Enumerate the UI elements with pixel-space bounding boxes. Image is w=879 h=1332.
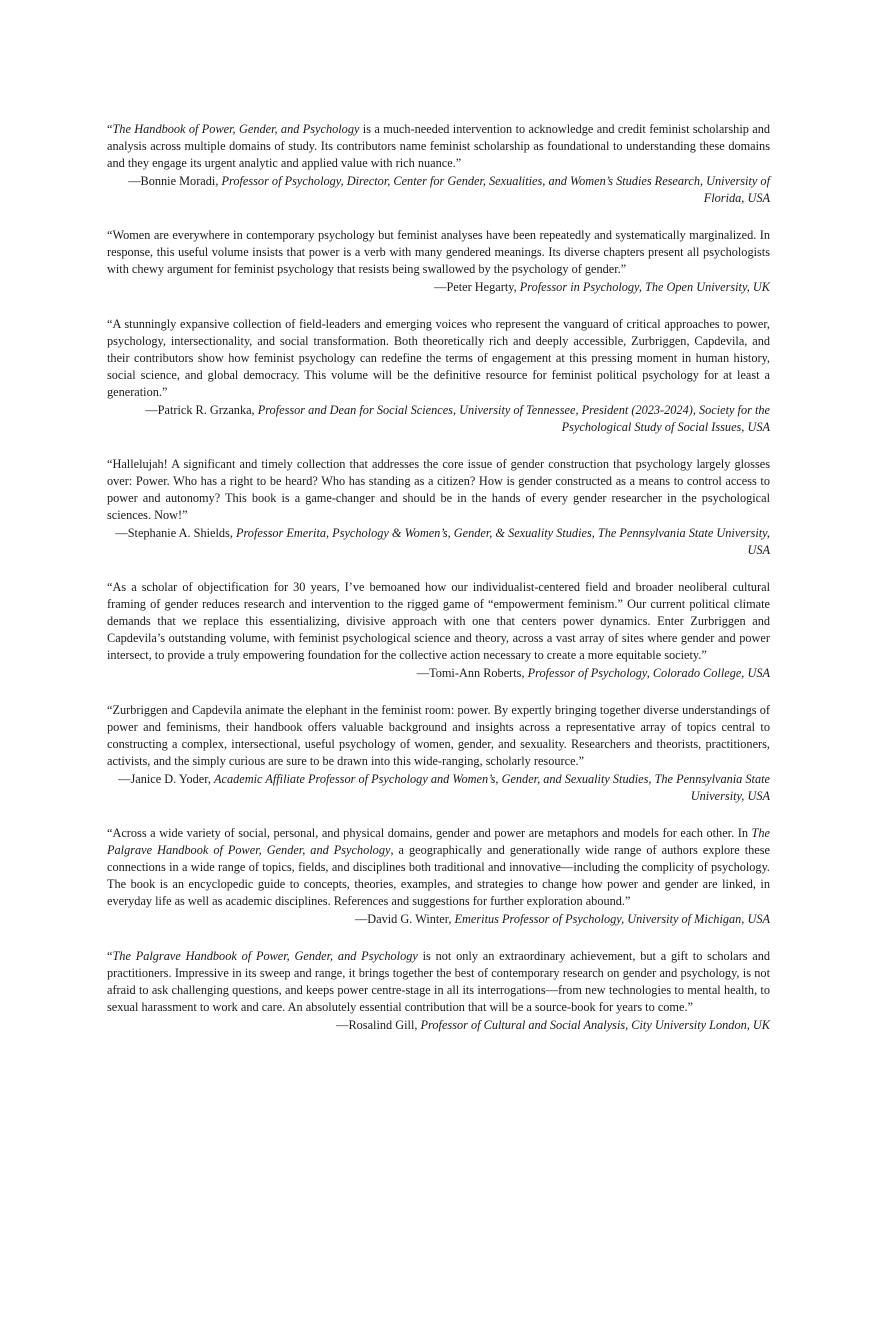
quote-text: is a much-needed intervention to acknowledge and credit feminist scholarship and analysis across multiple domains of study. Its contributors name feminist scholarship as foundational to understanding these domains and they engage its urgent analytic and applied value with rich nuance.” <box>107 122 770 170</box>
endorsement-quote: “A stunningly expansive collection of field-leaders and emerging voices who represent the vanguard of critical approaches to power, psychology, intersectionality, and social transformation. Both theoretically rich and deeply accessible, Zurbriggen, Capdevila, and their contributors show how feminist psychology can redefine the terms of engagement at this pressing moment in human history, social science, and global democracy. This volume will be the definitive resource for feminist political psychology for at least a generation.” <box>107 317 770 399</box>
endorsement-attribution <box>107 173 770 207</box>
endorser-name: —Bonnie Moradi, <box>128 174 219 188</box>
endorsement-grzanka <box>107 316 770 436</box>
endorsement-attribution <box>107 771 770 805</box>
endorser-name: —David G. Winter, <box>354 912 452 926</box>
endorser-name: —Rosalind Gill, <box>336 1018 418 1032</box>
quote-text: is not only an extraordinary achievement, but a gift to scholars and practitioners. Impressive in its sweep and range, it brings together the best of contemporary research on gender and psychology, is not afraid to ask challenging questions, and keeps power centre-stage in all its interrogations—from new technologies to mental health, to sexual harassment to work and care. An absolutely essential contribution that will be a source-book for years to come.” <box>107 949 770 1014</box>
quote-text: , a geographically and generationally wide range of authors explore these connections in a wide range of topics, fields, and disciplines both traditional and innovative—including the complicity of psychology. The book is an encyclopedic guide to concepts, theories, examples, and strategies to change how power and gender are linked, in everyday life as well as academic disciplines. References and suggestions for further exploration abound.” <box>107 843 770 908</box>
endorser-name: —Tomi-Ann Roberts, <box>416 666 525 680</box>
endorsement-gill <box>107 948 770 1034</box>
endorser-affiliation: Professor Emerita, Psychology & Women’s, Gender, & Sexuality Studies, The Pennsylvania State University, USA <box>235 526 770 557</box>
endorser-affiliation: Emeritus Professor of Psychology, University of Michigan, USA <box>454 912 770 926</box>
endorsement-attribution <box>107 279 770 296</box>
endorsement-roberts <box>107 579 770 682</box>
endorsement-quote <box>107 948 770 1016</box>
endorsement-attribution <box>107 525 770 559</box>
endorsement-shields <box>107 456 770 559</box>
endorser-name: —Janice D. Yoder, <box>118 772 211 786</box>
endorser-affiliation: Professor of Cultural and Social Analysis, City University London, UK <box>420 1018 770 1032</box>
quote-open: “ <box>107 122 113 136</box>
endorsement-attribution <box>107 402 770 436</box>
endorsement-moradi <box>107 121 770 207</box>
endorsement-attribution <box>107 911 770 928</box>
book-title: The Palgrave Handbook of Power, Gender, and Psychology <box>107 826 770 857</box>
endorser-affiliation: Professor in Psychology, The Open University, UK <box>519 280 770 294</box>
endorsement-hegarty <box>107 227 770 296</box>
book-title: The Handbook of Power, Gender, and Psychology <box>112 122 360 136</box>
endorsements-page <box>107 121 770 1054</box>
endorsement-yoder <box>107 702 770 805</box>
quote-text: “Across a wide variety of social, personal, and physical domains, gender and power are metaphors and models for each other. In <box>107 826 752 840</box>
endorsement-quote <box>107 121 770 172</box>
endorsement-quote: “As a scholar of objectification for 30 years, I’ve bemoaned how our individualist-centered field and broader neoliberal cultural framing of gender reduces research and intervention to the rigged game of “empowerment feminism.” Our current political climate demands that we replace this essentializing, divisive approach with one that centers power dynamics. Enter Zurbriggen and Capdevila’s outstanding volume, with feminist psychological science and theory, across a vast array of sites where gender and power intersect, to provide a truly empowering foundation for the collective action necessary to create a more equitable society.” <box>107 580 770 662</box>
book-title: The Palgrave Handbook of Power, Gender, and Psychology <box>112 949 418 963</box>
endorsement-attribution <box>107 665 770 682</box>
endorser-affiliation: Professor of Psychology, Colorado College, USA <box>527 666 770 680</box>
endorsement-quote: “Hallelujah! A significant and timely collection that addresses the core issue of gender construction that psychology largely glosses over: Power. Who has a right to be heard? Who has standing as a citizen? How is gender constructed as a means to control access to power and autonomy? This book is a game-changer and should be in the hands of every gender researcher in the psychological sciences. Now!” <box>107 457 770 522</box>
endorser-name: —Peter Hegarty, <box>434 280 517 294</box>
endorsement-winter <box>107 825 770 928</box>
endorser-affiliation: Professor of Psychology, Director, Center for Gender, Sexualities, and Women’s Studies Research, University of Florida, USA <box>221 174 770 205</box>
endorsement-attribution <box>107 1017 770 1034</box>
endorser-affiliation: Professor and Dean for Social Sciences, University of Tennessee, President (2023-2024), Society for the Psychological Study of Social Issues, USA <box>257 403 770 434</box>
endorser-affiliation: Academic Affiliate Professor of Psychology and Women’s, Gender, and Sexuality Studies, The Pennsylvania State University, USA <box>214 772 770 803</box>
endorsement-quote: “Women are everywhere in contemporary psychology but feminist analyses have been repeatedly and systematically marginalized. In response, this useful volume insists that power is a verb with many gendered meanings. Its diverse chapters present all psychologists with chewy argument for feminist psychology that resists being swallowed by the psychology of gender.” <box>107 228 770 276</box>
endorsement-quote <box>107 825 770 910</box>
endorser-name: —Stephanie A. Shields, <box>115 526 233 540</box>
endorser-name: —Patrick R. Grzanka, <box>145 403 255 417</box>
endorsement-quote: “Zurbriggen and Capdevila animate the elephant in the feminist room: power. By expertly bringing together diverse understandings of power and feminisms, their handbook offers valuable background and insights across a representative array of topics central to constructing a complex, intersectional, useful psychology of women, gender, and sexuality. Researchers and theorists, practitioners, activists, and the simply curious are sure to be drawn into this wide-ranging, scholarly resource.” <box>107 703 770 768</box>
quote-open: “ <box>107 949 113 963</box>
